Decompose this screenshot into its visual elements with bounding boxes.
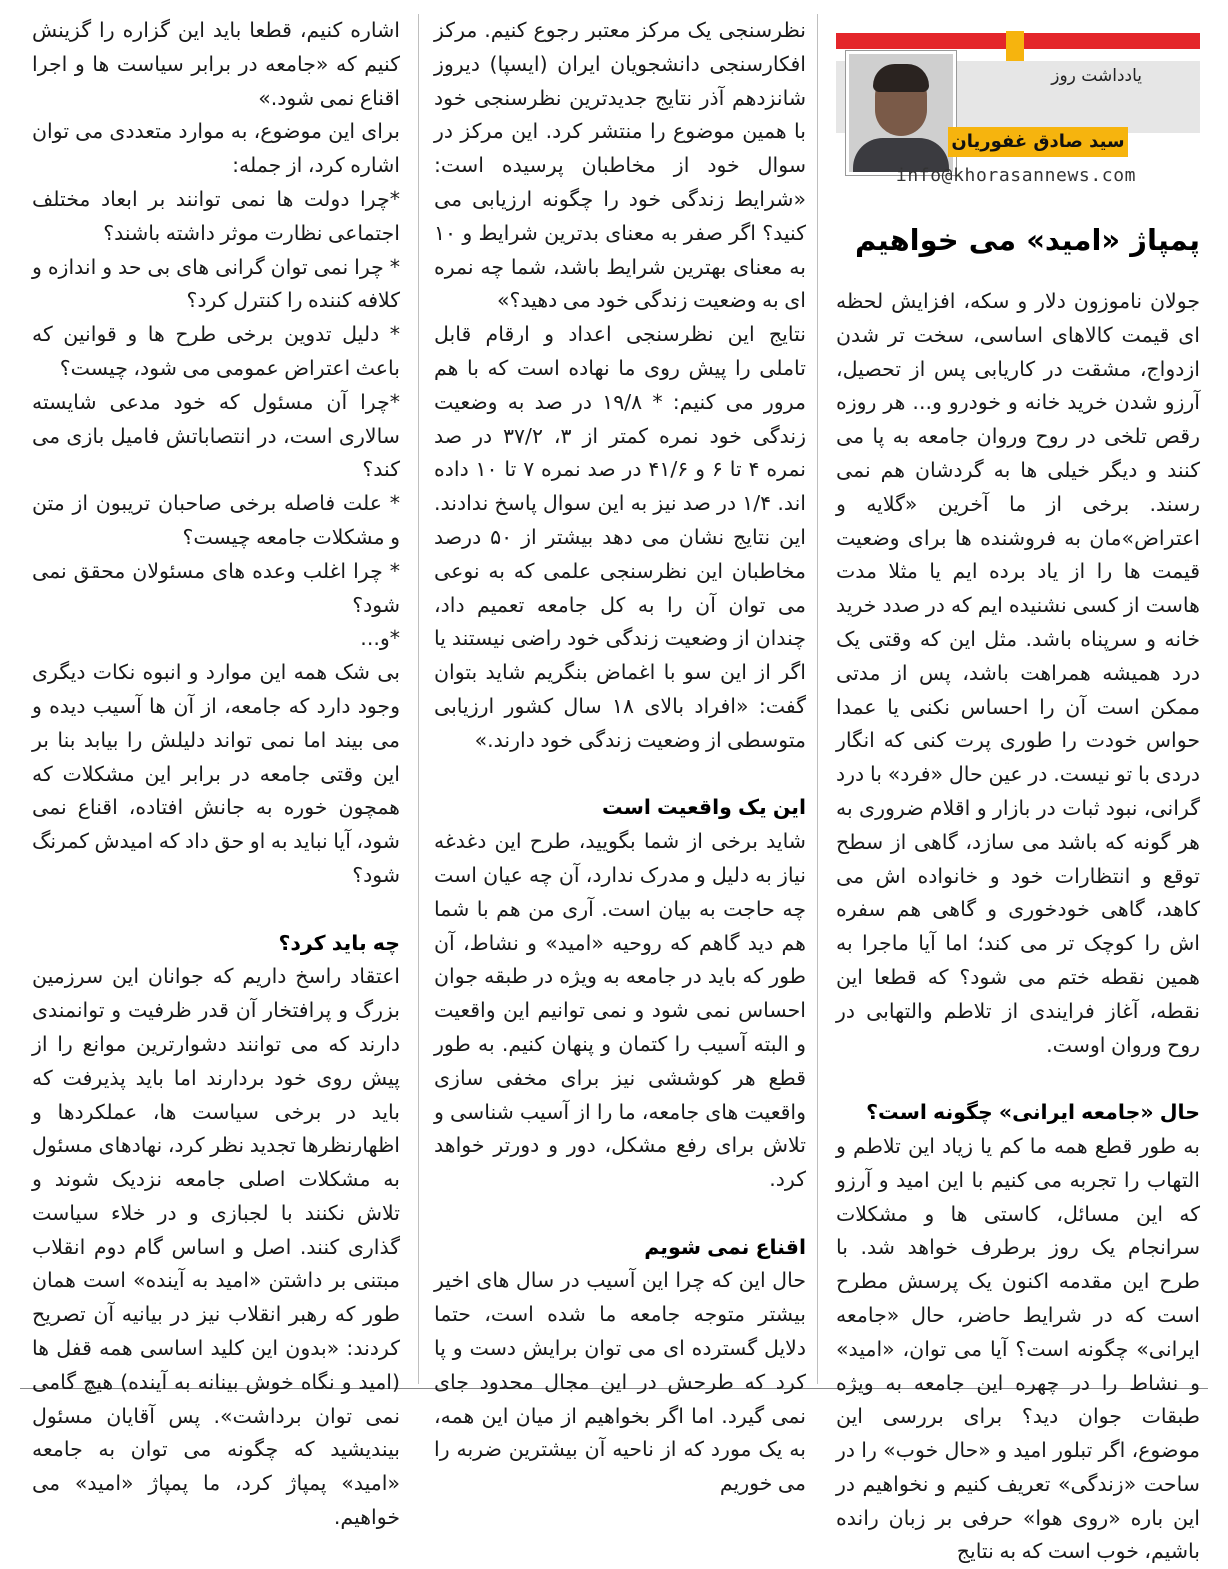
- section-heading: حال «جامعه ایرانی» چگونه است؟: [866, 1100, 1200, 1125]
- column-divider: [418, 14, 419, 1384]
- body-paragraph: بی شک همه این موارد و انبوه نکات دیگری وجود دارد که جامعه، از آن ها آسیب دیده و می بیند اما نمی تواند دلیلش را بیابد بنا بر این وقتی جامعه در برابر این مشکلات که همچون خوره به جانش افتاده، اقناع نمی شود، آیا نباید به او حق داد که امیدش کمرنگ شود؟: [32, 660, 400, 887]
- section-kicker: یادداشت روز: [1051, 66, 1142, 86]
- body-paragraph: نظرسنجی یک مرکز معتبر رجوع کنیم. مرکز افکارسنجی دانشجویان ایران (ایسپا) دیروز شانزدهم آذر نتایج جدیدترین نظرسنجی خود با همین موضوع را منتشر کرد. این مرکز در سوال خود از مخاطبان پرسیده است: «شرایط زندگی خود را چگونه ارزیابی می کنید؟ اگر صفر به معنای بدترین شرایط و ۱۰ به معنای بهترین شرایط باشد، شما چه نمره ای به وضعیت زندگی خود می دهید؟»: [434, 18, 806, 313]
- bullet-item: *چرا دولت ها نمی توانند بر ابعاد مختلف اجتماعی نظارت موثر داشته باشند؟: [32, 186, 400, 245]
- article-headline: پمپاژ «امید» می خواهیم: [855, 223, 1200, 257]
- bullet-item: * چرا نمی توان گرانی های بی حد و اندازه و کلافه کننده را کنترل کرد؟: [32, 254, 400, 313]
- bullet-item: * علت فاصله برخی صاحبان تریبون از متن و مشکلات جامعه چیست؟: [32, 491, 400, 549]
- middle-column: [434, 14, 806, 1501]
- bullet-item: *و...: [360, 626, 400, 651]
- bullet-item: * چرا اغلب وعده های مسئولان محقق نمی شود؟: [32, 558, 400, 617]
- right-column: [836, 285, 1200, 1569]
- body-paragraph: اعتقاد راسخ داریم که جوانان این سرزمین بزرگ و پرافتخار آن قدر ظرفیت و توانمندی دارند که می توانند دشوارترین موانع را از پیش روی خود بردارند اما باید پذیرفت که باید در برخی سیاست ها، عملکردها و اظهارنظرها تجدید نظر کرد، نهادهای مسئول به مشکلات اصلی جامعه نزدیک شوند و تلاش نکنند با لجبازی و در خلاء سیاست گذاری کنند. اصل و اساس گام دوم انقلاب مبتنی بر داشتن «امید به آینده» است همان طور که رهبر انقلاب نیز در بیانیه آن تصریح کردند: «بدون این کلید اساسی همه قفل ها (امید و نگاه خوش بینانه به آینده) هیچ گامی نمی توان برداشت». پس آقایان مسئول بیندیشید که چگونه می توان به جامعه «امید» پمپاژ کرد، ما پمپاژ «امید» می خواهیم.: [32, 964, 400, 1530]
- section-heading: این یک واقعیت است: [602, 795, 806, 820]
- intro-paragraph: جولان ناموزون دلار و سکه، افزایش لحظه ای قیمت کالاهای اساسی، سخت تر شدن ازدواج، مشقت در کاریابی پس از تحصیل، آرزو شدن خرید خانه و خودرو و... هر روزه رقص تلخی در روح وروان جامعه به پا می کنند و دیگر خیلی ها به گردشان هم نمی رسند. برخی از ما آخرین «گلایه و اعتراض»مان به فروشنده ها برای وضعیت قیمت ها را از یاد برده ایم یا مثلا مدت هاست از کسی نشنیده ایم که در صدد خرید خانه و سرپناه باشد. مثل این که وقتی یک درد همیشه همراهت باشد، پس از مدتی ممکن است آن را احساس نکنی یا عمدا حواس خودت را طوری پرت کنی که انگار دردی با تو نیست. در عین حال «فرد» با درد گرانی، نبود ثبات در بازار و اقلام ضروری به هر گونه که باشد می سازد، گاهی از سطح توقع و انتظارات خود و خانواده اش می کاهد، گاهی خودخوری و گاهی هم سفره اش را کوچک تر می کند؛ اما آیا ماجرا به همین نقطه ختم می شود؟ که قطعا این نقطه، آغاز فرایندی از تلاطم والتهابی در روح وروان اوست.: [836, 289, 1200, 1057]
- column-divider: [817, 14, 818, 1384]
- bullet-item: *چرا آن مسئول که خود مدعی شایسته سالاری است، در انتصاباتش فامیل بازی می کند؟: [32, 389, 400, 482]
- body-paragraph: اشاره کنیم، قطعا باید این گزاره را گزینش کنیم که «جامعه در برابر سیاست ها و اجرا اقناع نمی شود.»: [32, 18, 400, 110]
- column-header: [836, 31, 1200, 196]
- body-paragraph: برای این موضوع، به موارد متعددی می توان اشاره کرد، از جمله:: [32, 119, 400, 178]
- left-column: [32, 14, 400, 1535]
- body-paragraph: حال این که چرا این آسیب در سال های اخیر بیشتر متوجه جامعه ما شده است، حتما دلایل گسترده ای می توان برایش دست و پا کرد که طرحش در این مجال محدود جای نمی گیرد. اما اگر بخواهیم از میان این همه، به یک مورد که از ناحیه آن بیشترین ضربه را می خوریم: [434, 1268, 806, 1496]
- bullet-item: * دلیل تدوین برخی طرح ها و قوانین که باعث اعتراض عمومی می شود، چیست؟: [32, 322, 400, 380]
- section-heading: چه باید کرد؟: [278, 930, 400, 955]
- header-yellow-tab: [1006, 31, 1024, 61]
- author-name: سید صادق غفوریان: [948, 127, 1128, 157]
- body-paragraph: شاید برخی از شما بگویید، طرح این دغدغه نیاز به دلیل و مدرک ندارد، آن چه عیان است چه حاجت به بیان است. آری من هم با شما هم دید گاهم که روحیه «امید» و نشاط، آن طور که باید در جامعه به ویژه در طبقه جوان احساس نمی شود و نمی توانیم این واقعیت و البته آسیب را کتمان و پنهان کنیم. به طور قطع هر کوششی نیز برای مخفی سازی واقعیت های جامعه، ما را از آسیب شناسی و تلاش برای رفع مشکل، دور و دورتر خواهد کرد.: [434, 829, 806, 1192]
- body-paragraph: به طور قطع همه ما کم یا زیاد این تلاطم و التهاب را تجربه می کنیم با این امید و آرزو که این مسائل، کاستی ها و مشکلات سرانجام یک روز برطرف خواهد شد. با طرح این مقدمه اکنون یک پرسش مطرح است که در شرایط حاضر، حال «جامعه ایرانی» چگونه است؟ آیا می توان، «امید» و نشاط را در چهره این جامعه به ویژه طبقات جوان دید؟ برای بررسی این موضوع، اگر تبلور امید و «حال خوب» را در ساحت «زندگی» تعریف کنیم و نخواهیم در این باره «روی هوا» حرفی بر زبان رانده باشیم، خوب است که به نتایج: [836, 1133, 1200, 1564]
- author-photo: [846, 51, 956, 175]
- section-heading: اقناع نمی شویم: [644, 1234, 806, 1259]
- author-email: info@khorasannews.com: [895, 165, 1137, 186]
- author-photo-hair: [873, 64, 929, 92]
- body-paragraph: نتایج این نظرسنجی اعداد و ارقام قابل تاملی را پیش روی ما نهاده است که با هم مرور می کنیم: * ۱۹/۸ در صد به وضعیت زندگی خود نمره کمتر از ۳، ۳۷/۲ در صد نمره ۴ تا ۶ و ۴۱/۶ در صد نمره ۷ تا ۱۰ داده اند. ۱/۴ در صد نیز به این سوال پاسخ ندادند. این نتایج نشان می دهد بیشتر از ۵۰ درصد مخاطبان این نظرسنجی علمی که به نوعی می توان آن را به کل جامعه تعمیم داد، چندان از وضعیت زندگی خود راضی نیستند یا اگر از این سو با اغماض بنگریم شاید بتوان گفت: «افراد بالای ۱۸ سال کشور ارزیابی متوسطی از وضعیت زندگی خود دارند.»: [434, 322, 807, 752]
